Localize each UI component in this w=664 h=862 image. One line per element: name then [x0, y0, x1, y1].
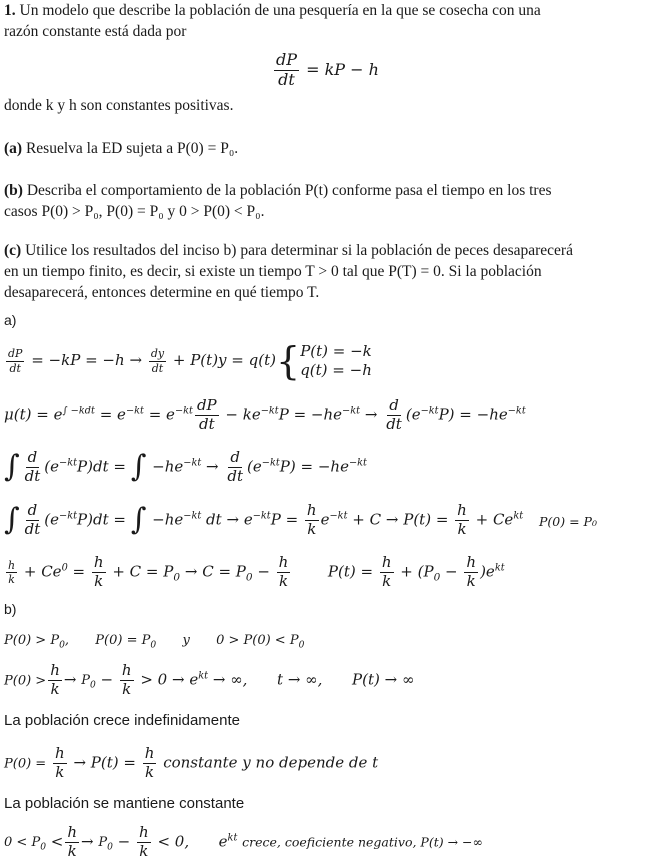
solution-line-1: $\frac{dP}{dt}$ = −kP = −h → $\frac{dy}{dt}$ + P(t)y = q(t){ P(t) = −k q(t) = −h: [8, 339, 372, 383]
where-text: donde k y h son constantes positivas.: [4, 97, 234, 114]
part-a: (a) Resuelva la ED sujeta a P(0) = P₀.: [4, 140, 239, 157]
initial-condition: P(0) = P₀: [539, 514, 597, 529]
solution-line-4: ∫ $\frac{d}{dt}$ $(e^{-kt}P)dt$ = ∫ $-he^{-kt}$ dt → $e^{-kt}P$ = $\frac{h}{k}$ $e^{-kt} + C \to P(t)$ = $\frac{h}{k}$ + $Ce^{kt}$: [4, 501, 524, 538]
main-equation: $\frac{dP}{dt}$ = kP − h: [276, 50, 379, 89]
case-2-line: P(0) = $\frac{h}{k}$ → P(t) = $\frac{h}{k}$ constante y no depende de t: [4, 744, 379, 781]
label-b: b): [4, 601, 17, 617]
case-1-line: P(0) > $\frac{h}{k}$ → $P_0$ − $\frac{h}{k}$ > $0 \to e^{kt}$ → ∞, t → ∞, P(t) → ∞: [4, 661, 415, 698]
problem-intro-line2: razón constante está dada por: [4, 23, 187, 40]
part-c: (c) Utilice los resultados del inciso b) para determinar si la población de peces desaparecerá en un tiempo finito, es decir, si existe un tiempo T > 0 tal que P(T) = 0. Si la población desaparecerá, entonces determine en qué tiempo T.: [4, 242, 573, 301]
problem-number: 1.: [4, 2, 16, 19]
solution-line-3: ∫ $\frac{d}{dt}$ $(e^{-kt}P)dt$ = ∫ $-he^{-kt}$ → $\frac{d}{dt}$ $(e^{-kt}P) = -he^{-kt}$: [4, 448, 367, 485]
problem-intro-line1: 1. Un modelo que describe la población de una pesquería en la que se cosecha con una: [4, 2, 541, 19]
result-grows: La población crece indefinidamente: [4, 712, 240, 729]
solution-line-2: $\mu(t) = e^{\int -kdt} = e^{-kt} = e^{-kt}$ $\frac{dP}{dt}$ − $ke^{-kt}P = -he^{-kt}$ → $\frac{d}{dt}$ $(e^{-kt}P) = -he^{-kt}$: [4, 396, 526, 433]
problem-statement: [4, 0, 658, 42]
label-a: a): [4, 312, 17, 328]
part-b: (b) Describa el comportamiento de la población P(t) conforme pasa el tiempo en los tres casos P(0) > P₀, P(0) = P₀ y 0 > P(0) < P₀.: [4, 182, 552, 220]
solution-line-5: $\frac{h}{k}$ + $Ce^0$ = $\frac{h}{k}$ + $C = P_0 \to C = P_0$ − $\frac{h}{k}$ P(t) = $\frac{h}{k}$ + ($P_0$ − $\frac{h}{k}$ )$e^{kt}$: [8, 553, 505, 590]
result-constant: La población se mantiene constante: [4, 795, 245, 812]
cases-line: $P(0) > P_0$, $P(0) = P_0$ y $0 > P(0) < P_0$: [4, 633, 305, 651]
case-3-line: $0 < P_0$ < $\frac{h}{k}$ → $P_0$ − $\frac{h}{k}$ < 0, $e^{kt}$ crece, coeficiente negativo, P(t) → −∞: [4, 823, 483, 860]
